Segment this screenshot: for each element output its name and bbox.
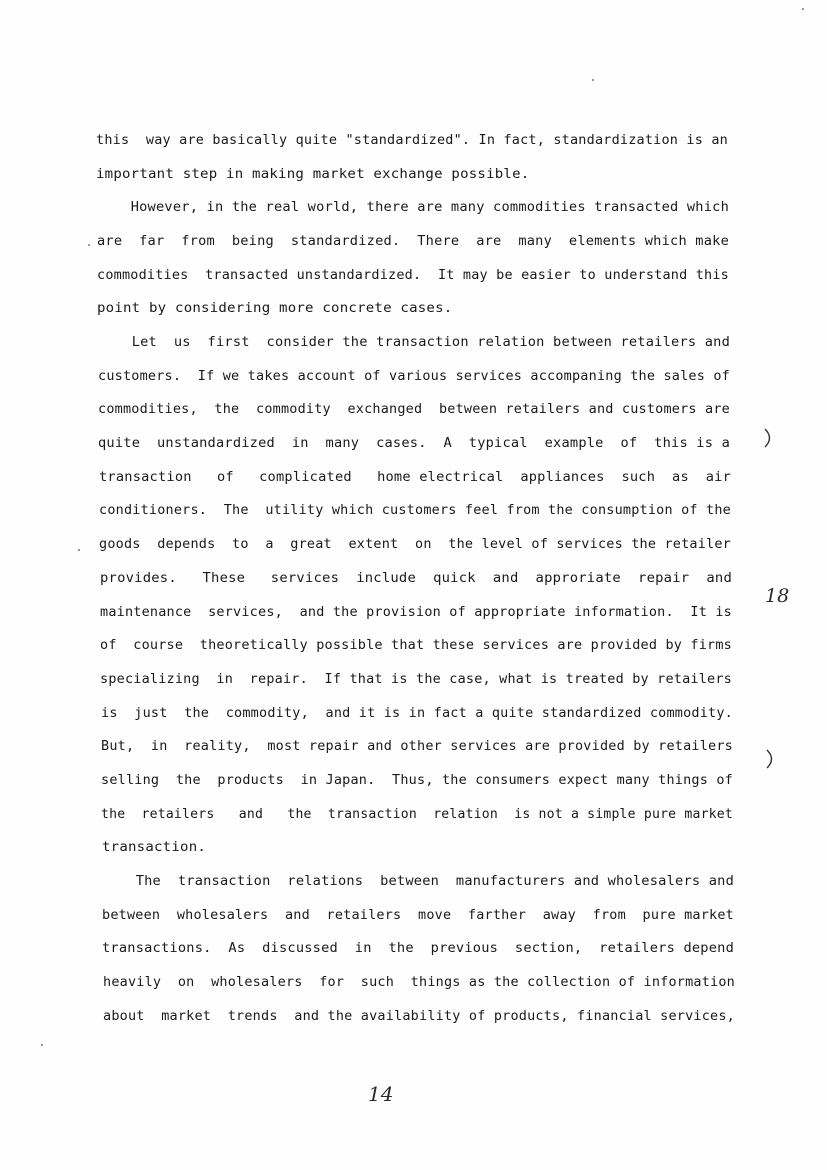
binding-mark-upper — [762, 427, 776, 449]
scan-speck — [78, 549, 80, 551]
scan-speck — [88, 244, 90, 246]
text-line: goods depends to a great extent on the level of services the retailer — [99, 537, 732, 553]
text-line: provides. These services include quick and approriate repair and — [99, 570, 732, 586]
binding-mark-lower — [764, 748, 778, 770]
text-line: transaction. — [101, 840, 206, 856]
text-line: are far from being standardized. There are many elements which make — [96, 234, 729, 250]
margin-note: 18 — [765, 585, 790, 607]
text-line: specializing in repair. If that is the case, what is treated by retailers — [100, 671, 733, 687]
text-line: about market trends and the availability of products, financial services, — [103, 1008, 736, 1024]
text-line: of course theoretically possible that these services are provided by firms — [100, 638, 733, 654]
text-line: transactions. As discussed in the previous section, retailers depend — [102, 941, 735, 957]
text-line: conditioners. The utility which customers feel from the consumption of the — [98, 503, 731, 519]
text-line: between wholesalers and retailers move farther away from pure market — [102, 907, 735, 923]
scan-speck — [592, 79, 594, 81]
text-line: maintenance services, and the provision of appropriate information. It is — [99, 604, 732, 620]
scan-speck — [41, 1044, 43, 1046]
text-line: heavily on wholesalers for such things as the collection of information — [102, 975, 735, 990]
text-line: The transaction relations between manufacturers and wholesalers and — [101, 873, 734, 889]
scan-speck — [802, 8, 804, 10]
text-line: commodities, the commodity exchanged between retailers and customers are — [98, 402, 731, 418]
text-line: is just the commodity, and it is in fact a quite standardized commodity. — [100, 705, 733, 721]
text-line: transaction of complicated home electrical appliances such as air — [98, 469, 731, 485]
text-line: important step in making market exchange possible. — [96, 166, 530, 182]
page-number: 14 — [368, 1082, 394, 1106]
text-line: But, in reality, most repair and other services are provided by retailers — [100, 739, 733, 755]
text-line: this way are basically quite "standardized". In fact, standardization is an — [96, 133, 728, 148]
text-line: commodities transacted unstandardized. It may be easier to understand this — [97, 267, 730, 283]
text-line: Let us first consider the transaction relation between retailers and — [97, 335, 730, 351]
text-line: selling the products in Japan. Thus, the consumers expect many things of — [101, 772, 734, 788]
text-line: point by considering more concrete cases. — [97, 301, 453, 317]
text-line: the retailers and the transaction relation is not a simple pure market — [101, 806, 734, 822]
text-line: customers. If we takes account of various services accompaning the sales of — [97, 368, 730, 384]
text-line: However, in the real world, there are many commodities transacted which — [96, 200, 729, 216]
text-line: quite unstandardized in many cases. A typical example of this is a — [98, 436, 731, 452]
